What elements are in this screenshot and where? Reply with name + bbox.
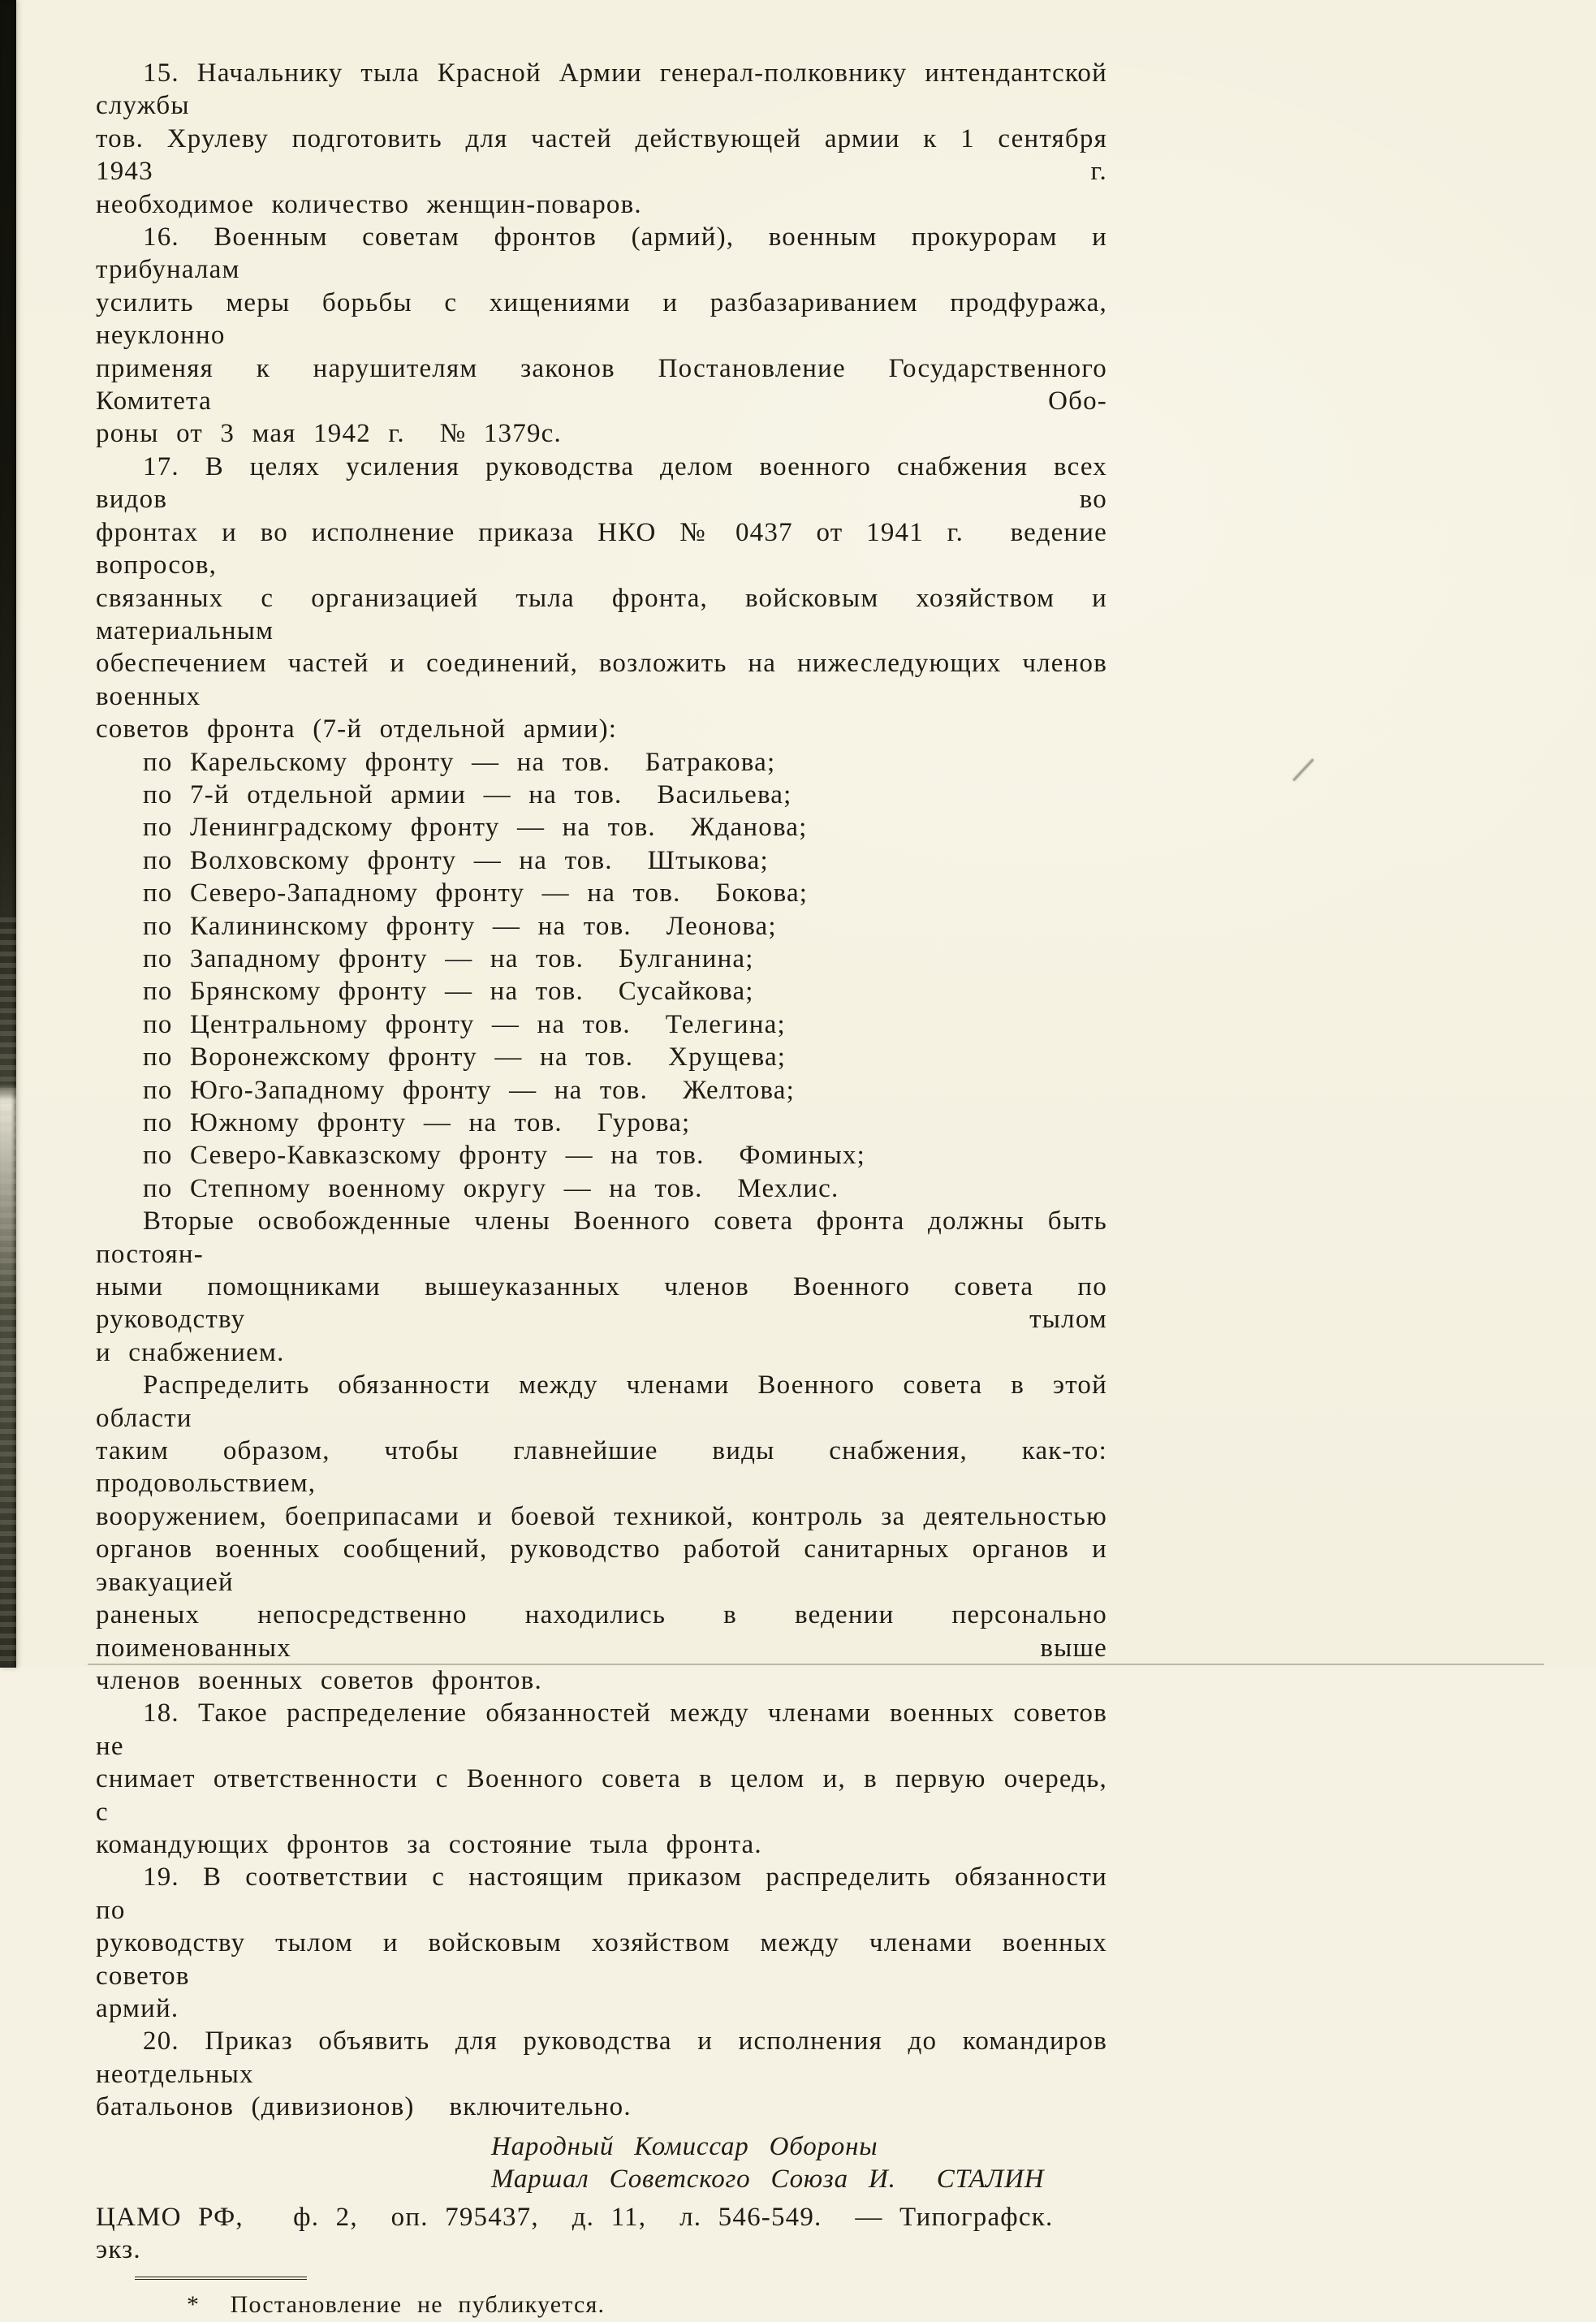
text-line: по Южному фронту — на тов. Гурова; (143, 1108, 691, 1137)
footnote-text: * Постановление не публикуется. (187, 2291, 606, 2319)
text-line: по Центральному фронту — на тов. Телегина; (143, 1009, 786, 1039)
text-line: по Западному фронту — на тов. Булганина; (143, 943, 754, 973)
text-line: по 7-й отдельной армии — на тов. Васильева; (143, 779, 792, 809)
text-line: обеспечением частей и соединений, возложить на нижеследующих членов военных (96, 649, 1107, 711)
text-line: 20. Приказ объявить для руководства и исполнения до командиров неотдельных (96, 2026, 1107, 2089)
text-line: Распределить обязанности между членами Военного совета в этой области (96, 1370, 1107, 1433)
text-line: по Воронежскому фронту — на тов. Хрущева; (143, 1042, 787, 1073)
document-text-column (96, 57, 1107, 2322)
text-line: и снабжением. (96, 1337, 285, 1367)
text-line: 19. В соответствии с настоящим приказом распределить обязанности по (96, 1862, 1107, 1925)
text-line: снимает ответственности с Военного совета в целом и, в первую очередь, с (96, 1764, 1107, 1827)
text-line: раненых непосредственно находились в ведении персонально поименованных выше (96, 1600, 1107, 1663)
text-line: по Калининскому фронту — на тов. Леонова; (143, 911, 777, 941)
text-line: ными помощниками вышеуказанных членов Военного совета по руководству тылом (96, 1272, 1107, 1335)
text-line: тов. Хрулеву подготовить для частей действующей армии к 1 сентября 1943 г. (96, 123, 1107, 187)
text-line: 15. Начальнику тыла Красной Армии генерал-полковнику интендантской службы (96, 58, 1107, 121)
text-line: по Северо-Кавказскому фронту — на тов. Фоминых; (143, 1141, 866, 1171)
text-line: по Карельскому фронту — на тов. Батракова; (143, 747, 776, 777)
text-line: по Ленинградскому фронту — на тов. Жданова; (143, 813, 808, 843)
text-line: руководству тылом и войсковым хозяйством между членами военных советов (96, 1928, 1107, 1991)
text-line: роны от 3 мая 1942 г. № 1379с. (96, 419, 562, 449)
text-line: по Брянскому фронту — на тов. Сусайкова; (143, 977, 754, 1007)
text-line: 17. В целях усиления руководства делом военного снабжения всех видов во (96, 451, 1107, 515)
text-line: вооружением, боеприпасами и боевой техникой, контроль за деятельностью (96, 1501, 1107, 1531)
signature-title: Народный Комиссар Обороны (491, 2131, 878, 2161)
text-line: органов военных сообщений, руководство работой санитарных органов и эвакуацией (96, 1534, 1107, 1597)
text-line: армий. (96, 1993, 179, 2023)
text-line: необходимое количество женщин-поваров. (96, 189, 642, 219)
text-line: связанных с организацией тыла фронта, войсковым хозяйством и материальным (96, 583, 1107, 645)
text-line: фронтах и во исполнение приказа НКО № 0437 от 1941 г. ведение вопросов, (96, 517, 1107, 580)
signature-block (96, 2130, 1107, 2195)
signature-name: Маршал Советского Союза И. СТАЛИН (491, 2164, 1045, 2194)
text-line: 16. Военным советам фронтов (армий), военным прокурорам и трибуналам (96, 222, 1107, 285)
text-line: 18. Такое распределение обязанностей между членами военных советов не (96, 1698, 1107, 1761)
text-line: таким образом, чтобы главнейшие виды снабжения, как-то: продовольствием, (96, 1436, 1107, 1499)
book-gutter-shadow (0, 0, 16, 1668)
text-line: членов военных советов фронтов. (96, 1665, 542, 1695)
document-body (96, 57, 1107, 2124)
text-line: советов фронта (7-й отдельной армии): (96, 714, 618, 745)
text-line: применяя к нарушителям законов Постановление Государственного Комитета Обо- (96, 353, 1107, 416)
text-line: по Северо-Западному фронту — на тов. Бокова; (143, 878, 809, 909)
footnote-rule (135, 2277, 307, 2280)
pencil-mark (1292, 758, 1313, 781)
text-line: по Степному военному округу — на тов. Мехлис. (143, 1173, 839, 1203)
page-bottom-edge (88, 1664, 1544, 1665)
text-line: по Юго-Западному фронту — на тов. Желтова; (143, 1075, 795, 1105)
text-line: усилить меры борьбы с хищениями и разбазариванием продфуража, неуклонно (96, 287, 1107, 351)
archive-reference: ЦАМО РФ, ф. 2, оп. 795437, д. 11, л. 546-549. — Типографск. экз. (96, 2202, 1070, 2264)
text-line: командующих фронтов за состояние тыла фронта. (96, 1829, 762, 1859)
text-line: батальонов (дивизионов) включительно. (96, 2092, 632, 2122)
text-line: Вторые освобожденные члены Военного совета фронта должны быть постоян- (96, 1206, 1107, 1269)
text-line: по Волховскому фронту — на тов. Штыкова; (143, 845, 769, 875)
